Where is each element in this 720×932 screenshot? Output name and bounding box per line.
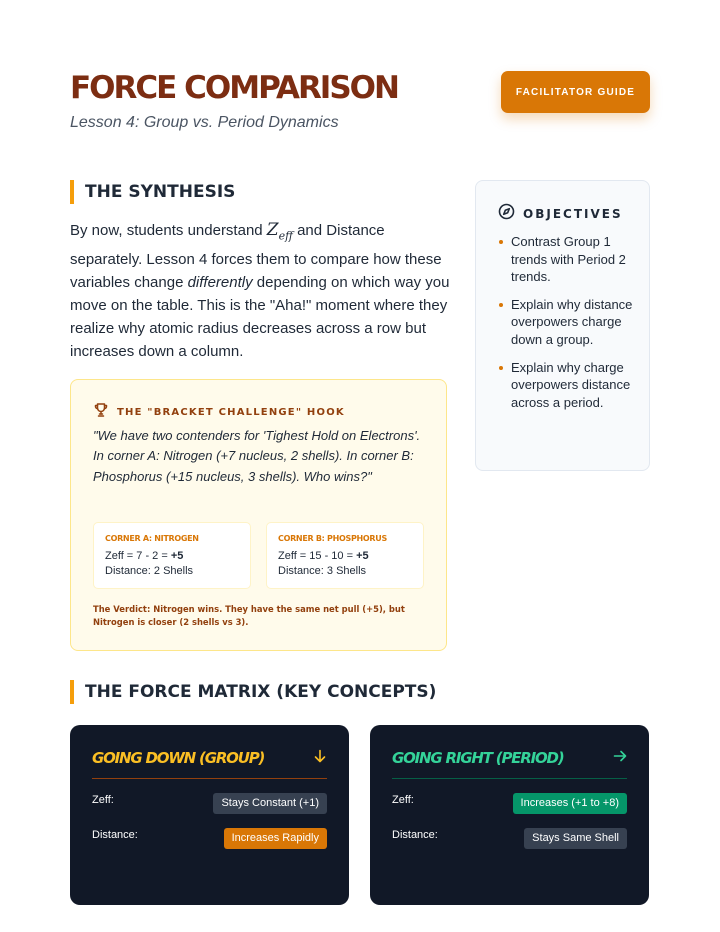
corner-b-distance: Distance: 3 Shells xyxy=(278,564,367,577)
zeff-key: Zeff: xyxy=(392,794,414,806)
page-title: FORCE COMPARISON xyxy=(70,70,398,106)
corner-b-label: CORNER B: PHOSPHORUS xyxy=(278,534,387,543)
arrow-right-icon xyxy=(613,749,627,768)
card-divider xyxy=(392,778,627,779)
objectives-title: OBJECTIVES xyxy=(523,207,623,221)
page-subtitle: Lesson 4: Group vs. Period Dynamics xyxy=(70,114,339,131)
distance-value-badge: Stays Same Shell xyxy=(524,828,627,849)
corner-a-card xyxy=(93,522,251,589)
zeff-value-badge: Stays Constant (+1) xyxy=(213,793,327,814)
corner-a-label: CORNER A: NITROGEN xyxy=(105,534,199,543)
corner-a-zeff: Zeff = 7 - 2 = +5 xyxy=(105,550,184,562)
zeff-value-badge: Increases (+1 to +8) xyxy=(513,793,627,814)
facilitator-guide-button[interactable]: FACILITATOR GUIDE xyxy=(501,71,650,113)
distance-value-badge: Increases Rapidly xyxy=(224,828,327,849)
page-header xyxy=(70,68,650,138)
corner-a-distance: Distance: 2 Shells xyxy=(105,564,194,577)
corner-b-zeff: Zeff = 15 - 10 = +5 xyxy=(278,550,369,562)
distance-key: Distance: xyxy=(392,829,438,841)
corner-b-card xyxy=(266,522,424,589)
objectives-list xyxy=(498,233,638,421)
distance-key: Distance: xyxy=(92,829,138,841)
synthesis-paragraph: By now, students understand $Z_{eff}$ and Distance separately. Lesson 4 forces them to compare how these variables change differently depending on which way you move on the table. This is the "Aha!" moment where they realize why atomic radius decreases across a row but increases down a column. xyxy=(70,220,450,361)
going-down-card xyxy=(70,725,349,905)
going-right-card xyxy=(370,725,649,905)
force-matrix-heading: THE FORCE MATRIX (KEY CONCEPTS) xyxy=(70,680,436,704)
going-right-title: GOING RIGHT (PERIOD) xyxy=(392,749,564,767)
synthesis-heading: THE SYNTHESIS xyxy=(70,180,235,204)
objective-item: Explain why charge overpowers distance across a period. xyxy=(498,359,638,412)
compass-icon xyxy=(498,203,515,225)
objective-item: Contrast Group 1 trends with Period 2 trends. xyxy=(498,233,638,286)
objectives-card xyxy=(475,180,650,471)
arrow-down-icon xyxy=(313,749,327,768)
hook-verdict: The Verdict: Nitrogen wins. They have the same net pull (+5), but Nitrogen is closer (2 shells vs 3). xyxy=(93,604,405,627)
zeff-symbol: $Z_{eff}$ xyxy=(266,220,293,243)
hook-quote: "We have two contenders for 'Tighest Hold on Electrons'. In corner A: Nitrogen (+7 nucleus, 2 shells). In corner B: Phosphorus (+15 nucleus, 3 shells). Who wins?" xyxy=(93,428,421,484)
zeff-key: Zeff: xyxy=(92,794,114,806)
hook-title: THE "BRACKET CHALLENGE" HOOK xyxy=(117,407,345,418)
trophy-icon xyxy=(93,402,109,423)
objective-item: Explain why distance overpowers charge down a group. xyxy=(498,296,638,349)
going-down-title: GOING DOWN (GROUP) xyxy=(92,749,265,767)
card-divider xyxy=(92,778,327,779)
bracket-challenge-card xyxy=(70,379,447,651)
